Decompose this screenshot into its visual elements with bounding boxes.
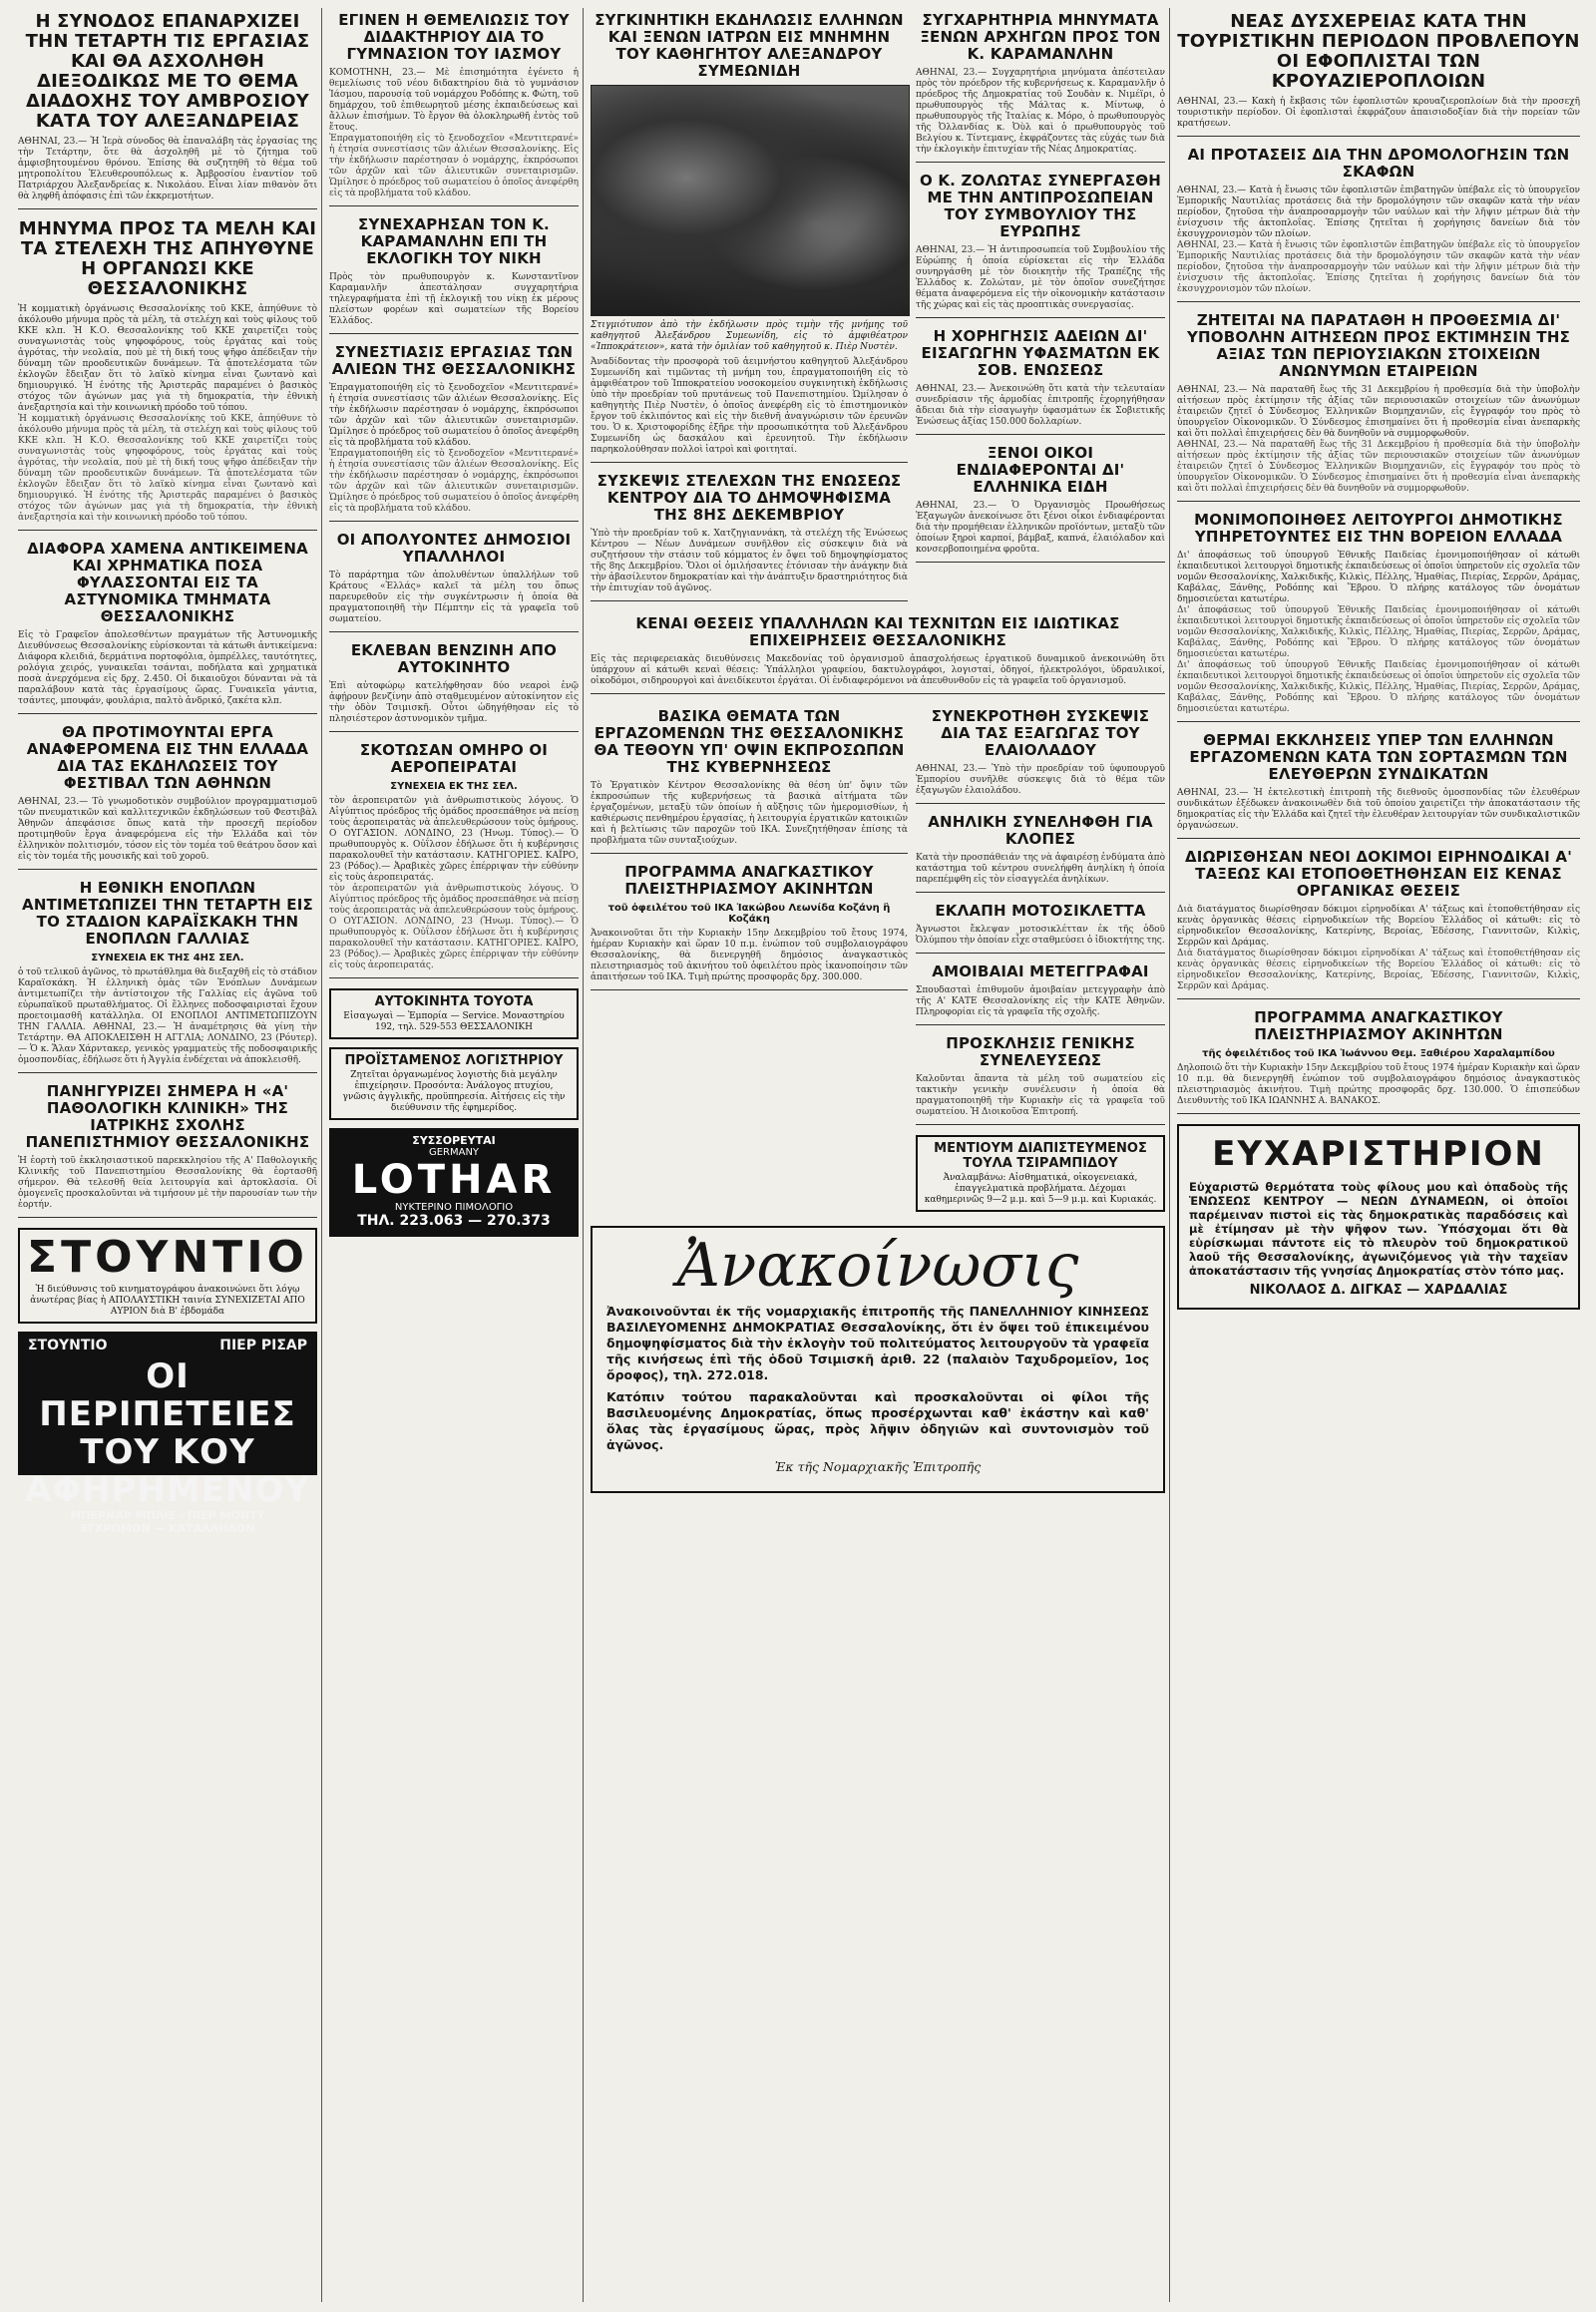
- photo-caption: Στιγμιότυπον ἀπὸ τὴν ἐκδήλωσιν πρὸς τιμὴν τῆς μνήμης τοῦ καθηγητοῦ Ἀλεξάνδρου Συμεωνίδη, εἰς τὸ ἀμφιθέατρον «Ἱπποκράτειον», κατὰ τὴν ὁμιλίαν τοῦ καθηγητοῦ κ. Πιὲρ Νυστὲν.: [591, 320, 908, 352]
- article-body: Ἀγνωστοι ἔκλεψαν μοτοσικλέτταν ἐκ τῆς ὁδοῦ Ὀλύμπου τὴν ὁποίαν εἶχε σταθμεύσει ὁ ἰδιοκτήτης της.: [916, 925, 1165, 946]
- announcement-signature: Ἐκ τῆς Νομαρχιακῆς Ἐπιτροπῆς: [774, 1459, 982, 1474]
- ad-stoudio: [18, 1228, 317, 1324]
- article-clinic: [18, 1083, 317, 1218]
- article-body: ΑΘΗΝΑΙ, 23.— Ἡ Ἱερὰ σύνοδος θὰ ἐπαναλάβη τὰς ἐργασίας της τὴν Τετάρτην, ὅτε θὰ ἀσχοληθῆ μὲ τὸ ζήτημα τοῦ ἀμφισβητουμένου θρόνου. Ἐπίσης θὰ συζητηθῆ τὸ θέμα τοῦ μητροπολίτου Ἐλευθερουπόλεως κ. Ἀμβροσίου ἐναντίον τοῦ Πατριάρχου Ἀλεξανδρείας κ. Νικολάου. Εἶναι λίαν πιθανὸν ὅτι θὰ ληφθῆ ἀπόφασις ἐπὶ τῶν ἐκκρεμοτήτων.: [18, 137, 317, 201]
- article-vacancies: [591, 615, 1165, 694]
- article-body: ΑΘΗΝΑΙ, 23.— Νὰ παραταθῆ ἕως τῆς 31 Δεκεμβρίου ἡ προθεσμία διὰ τὴν ὑποβολὴν αἰτήσεων πρὸς ἐκτίμησιν τῆς ἀξίας τῶν περιουσιακῶν στοιχείων τῶν ἀνωνύμων ἑταιρειῶν ζητεῖ ὁ Σύνδεσμος Ἑλληνικῶν Βιομηχανιῶν, εἰς ἔγγραφόν του πρὸς τὸ ὑπουργεῖον Οἰκονομικῶν. Ὁ Σύνδεσμος ἐπισημαίνει ὅτι ἡ προθεσμία εἶναι ἀνεπαρκὴς καὶ ὅτι πολλαὶ ἐπιχειρήσεις δὲν θὰ δυνηθοῦν νὰ συμμορφωθοῦν.: [1177, 385, 1580, 439]
- headline: ΣΥΣΚΕΨΙΣ ΣΤΕΛΕΧΩΝ ΤΗΣ ΕΝΩΣΕΩΣ ΚΕΝΤΡΟΥ ΔΙΑ ΤΟ ΔΗΜΟΨΗΦΙΣΜΑ ΤΗΣ 8ΗΣ ΔΕΚΕΜΒΡΙΟΥ: [597, 472, 902, 524]
- article-body-cont: Ἐπραγματοποιήθη εἰς τὸ ξενοδοχεῖον «Μεντιτερανέ» ἡ ἐτησία συνεστίασις τῶν ἁλιέων Θεσσαλονίκης. Εἰς τὴν ἐκδήλωσιν παρέστησαν ὁ νομάρχης, ἐκπρόσωποι τῶν ἀρχῶν καὶ τῶν ἁλιευτικῶν συνεταιρισμῶν. Ὡμίλησε ὁ πρόεδρος τοῦ σωματείου ὁ ὁποῖος ἀνεφέρθη εἰς τὰ προβλήματα τοῦ κλάδου.: [329, 134, 579, 198]
- headline: ΠΡΟΓΡΑΜΜΑ ΑΝΑΓΚΑΣΤΙΚΟΥ ΠΛΕΙΣΤΗΡΙΑΣΜΟΥ ΑΚΙΝΗΤΩΝ: [1254, 1008, 1503, 1043]
- ad-line: ΣΥΣΣΟΡΕΥΤΑΙ: [412, 1134, 496, 1147]
- article-deadline: [1177, 312, 1580, 502]
- headline: ΕΚΛΑΠΗ ΜΟΤΟΣΙΚΛΕΤΤΑ: [935, 902, 1146, 920]
- article-cruise: [1177, 12, 1580, 137]
- article-workers: [591, 708, 908, 854]
- headline: ΝΕΑΣ ΔΥΣΧΕΡΕΙΑΣ ΚΑΤΑ ΤΗΝ ΤΟΥΡΙΣΤΙΚΗΝ ΠΕΡΙΟΔΟΝ ΠΡΟΒΛΕΠΟΥΝ ΟΙ ΕΦΟΠΛΙΣΤΑΙ ΤΩΝ ΚΡΟΥΑΖΙΕΡΟΠΛΟΙΩΝ: [1177, 11, 1580, 92]
- ad-title: ΑΥΤΟΚΙΝΗΤΑ ΤΟΥΟΤΑ: [374, 994, 534, 1009]
- article-body-cont: Δι' ἀποφάσεως τοῦ ὑπουργοῦ Ἐθνικῆς Παιδείας ἐμονιμοποιήθησαν οἱ κάτωθι ἐκπαιδευτικοὶ λειτουργοὶ δημοτικῆς ἐκπαιδεύσεως οἱ ὁποῖοι ὑπηρετοῦν εἰς σχολεῖα τῶν νομῶν Θεσσαλονίκης, Χαλκιδικῆς, Κιλκὶς, Πέλλης, Ἠμαθίας, Πιερίας, Σερρῶν, Δράμας, Καβάλας, Ξάνθης, Ροδόπης καὶ Ἕβρου. Ὁ πλήρης κατάλογος τῶν ὀνομάτων δημοσιεύεται κατωτέρω.: [1177, 605, 1580, 659]
- article-judges: [1177, 849, 1580, 999]
- ad-accountant: [329, 1047, 579, 1120]
- film-format: ΕΓΧΡΩΜΟΝ — ΚΑΤΑΛΛΗΛΟΝ: [80, 1522, 255, 1535]
- article-body: ΑΘΗΝΑΙ, 23.— Κακὴ ἡ ἔκβασις τῶν ἐφοπλιστῶν κρουαζιεροπλοίων διὰ τὴν προσεχῆ τουριστικὴν περίοδον. Οἱ ἐφοπλισταὶ ἐκφράζουν ἀπαισιοδοξίαν διὰ τὴν πορείαν τῶν κρατήσεων.: [1177, 97, 1580, 129]
- thanks-box: [1177, 1124, 1580, 1310]
- article-body: Πρὸς τὸν πρωθυπουργὸν κ. Κωνσταντῖνον Καραμανλῆν ἀπεστάλησαν συγχαρητήρια τηλεγραφήματα ἐπὶ τῇ ἐκλογικῇ του νίκῃ ἐκ μέρους πλείστων φορέων καὶ σωματείων τῆς Βορείου Ἑλλάδος.: [329, 272, 579, 326]
- headline: ΠΡΟΓΡΑΜΜΑ ΑΝΑΓΚΑΣΤΙΚΟΥ ΠΛΕΙΣΤΗΡΙΑΣΜΟΥ ΑΚΙΝΗΤΩΝ: [624, 863, 874, 898]
- article-auction-1: [591, 864, 908, 990]
- column-4: [916, 8, 1165, 611]
- subheadline: τοῦ ὀφειλέτου τοῦ ΙΚΑ Ἰακώβου Λεωνίδα Κοζάνη ἢ Κοζάκη: [607, 903, 891, 925]
- article-hijackers: [329, 742, 579, 978]
- article-congrats: [329, 216, 579, 334]
- headline: ΣΥΝΕΚΡΟΤΗΘΗ ΣΥΣΚΕΨΙΣ ΔΙΑ ΤΑΣ ΕΞΑΓΩΓΑΣ ΤΟΥ ΕΛΑΙΟΛΑΔΟΥ: [931, 707, 1150, 759]
- cinema-star: ΠΙΕΡ ΡΙΣΑΡ: [219, 1338, 307, 1353]
- article-foreign-houses: [916, 445, 1165, 563]
- cinema-name: ΣΤΟΥΝΤΙΟ: [28, 1338, 108, 1353]
- article-lost-items: [18, 541, 317, 714]
- film-cast: ΜΠΕΡΝΑΡ ΜΠΛΙΕ · ΠΙΕΡ ΜΟΝΤΥ: [70, 1509, 265, 1522]
- announcement-box: [591, 1226, 1165, 1493]
- headline: ΟΙ ΑΠΟΛΥΟΝΤΕΣ ΔΗΜΟΣΙΟΙ ΥΠΑΛΛΗΛΟΙ: [336, 531, 572, 566]
- article-petrol: [329, 642, 579, 732]
- continuation-note: ΣΥΝΕΧΕΙΑ ΕΚ ΤΗΣ 4ΗΣ ΣΕΛ.: [91, 953, 244, 963]
- article-body: ΑΘΗΝΑΙ, 23.— Ἡ ἀντιπροσωπεία τοῦ Συμβουλίου τῆς Εὐρώπης ἡ ὁποία εὑρίσκεται εἰς τὴν Ἑλλάδα συνηργάσθη μὲ τὸν διοικητὴν τῆς Τραπέζης τῆς Ἑλλάδος κ. Ζολώταν, μὲ τὸν ὁποῖον συνεζήτησε θέματα ἀναφερόμενα εἰς τὴν οἰκονομικὴν κατάστασιν τῆς χώρας καὶ εἰς τὰς προοπτικὰς συνεργασίας.: [916, 245, 1165, 310]
- ad-text: Ἀναλαμβάνω: Αἰσθηματικά, οἰκογενειακά, ἐπαγγελματικὰ προβλήματα. Δέχομαι καθημερινῶς 9—2 μ.μ. καὶ 5—9 μ.μ. καὶ Κυριακάς.: [924, 1173, 1157, 1205]
- news-photo: [591, 85, 910, 316]
- article-body: τὸν ἀεροπειρατῶν γιὰ ἀνθρωπιστικοὺς λόγους. Ὁ Αἰγύπτιος πρόεδρος τῆς ὁμάδος προσεπάθησε νὰ πείσῃ τοὺς ἀεροπειρατὰς νὰ ἀπελευθερώσουν τοὺς ὁμήρους. Ο ΟΥΓΑΣΙΟΝ. ΛΟΝΔΙΝΟ, 23 (Ἡνωμ. Τύπος).— Ὁ πρωθυπουργὸς κ. Οὐΐλσον ἐδήλωσε ὅτι ἡ κυβέρνησις παρακολουθεῖ τὴν κατάστασιν. ΚΑΤΗΓΟΡΙΕΣ. ΚΑΪΡΟ, 23 (Ρόδος).— Ἀραβικὲς χῶρες ἐπέρριψαν τὴν εὐθύνην εἰς τοὺς ἀεροπειρατάς.: [329, 796, 579, 883]
- announcement-paragraph: Ἀνακοινοῦνται ἐκ τῆς νομαρχιακῆς ἐπιτροπῆς τῆς ΠΑΝΕΛΛΗΝΙΟΥ ΚΙΝΗΣΕΩΣ ΒΑΣΙΛΕΥΟΜΕΝΗΣ ΔΗΜΟΚΡΑΤΙΑΣ Θεσσαλονίκης, ὅτι ἐν ὄψει τοῦ ἐπικειμένου δημοψηφίσματος διὰ τὴν ἐκλογὴν τοῦ πολιτεύματος λειτουργοῦν τὰ γραφεῖα τῆς κινήσεως ἐπὶ τῆς ὁδοῦ Τσιμισκῆ ἀριθ. 22 (παλαιὸν Ταχυδρομεῖον, 1ος ὄροφος), τηλ. 272.018.: [606, 1304, 1149, 1382]
- article-body: ὁ τοῦ τελικοῦ ἀγῶνος, τὸ πρωτάθλημα θὰ διεξαχθῆ εἰς τὸ στάδιον Καραϊσκάκη. Ἡ ἑλληνικὴ ὁμὰς τῶν Ἐνόπλων Δυνάμεων ἀντιμετωπίζει τὴν ἀντίστοιχον τῆς Γαλλίας εἰς ἀγῶνα τοῦ εὐρωπαϊκοῦ πρωταθλήματος. Οἱ ἕλληνες ποδοσφαιρισταὶ ἔχουν προετοιμασθῆ κατάλληλα. ΟΙ ΕΝΟΠΛΟΙ ΑΝΤΙΜΕΤΩΠΙΖΟΥΝ ΤΗΝ ΓΑΛΛΙΑ. ΑΘΗΝΑΙ, 23.— Ἡ ἀναμέτρησις θὰ γίνη τὴν Τετάρτην. ΘΑ ΑΠΟΚΛΕΙΣΘΗ Η ΑΓΓΛΙΑ; ΛΟΝΔΙΝΟ, 23 (Ρόυτερ).— Ὁ κ. Ἄλαν Χάρντακερ, γενικὸς γραμματεὺς τῆς ποδοσφαιρικῆς ὁμοσπονδίας, ἐδήλωσε ὅτι ἡ Ἀγγλία ἐνδέχεται νὰ ἀποκλεισθῆ.: [18, 967, 317, 1065]
- newspaper-page: [18, 8, 1580, 2302]
- headline: ΞΕΝΟΙ ΟΙΚΟΙ ΕΝΔΙΑΦΕΡΟΝΤΑΙ ΔΙ' ΕΛΛΗΝΙΚΑ ΕΙΔΗ: [956, 444, 1125, 496]
- ad-line: ΝΥΚΤΕΡΙΝΟ ΠΙΜΟΛΟΓΙΟ: [394, 1202, 514, 1213]
- headline: ΘΑ ΠΡΟΤΙΜΟΥΝΤΑΙ ΕΡΓΑ ΑΝΑΦΕΡΟΜΕΝΑ ΕΙΣ ΤΗΝ ΕΛΛΑΔΑ ΔΙΑ ΤΑΣ ΕΚΔΗΛΩΣΕΙΣ ΤΟΥ ΦΕΣΤΙΒΑΛ ΤΩΝ ΑΘΗΝΩΝ: [26, 723, 309, 792]
- article-fabric-imports: [916, 328, 1165, 435]
- article-body: Ἀνακοινοῦται ὅτι τὴν Κυριακὴν 15ην Δεκεμβρίου τοῦ ἔτους 1974, ἡμέραν Κυριακὴν καὶ ὥραν 10 π.μ. ἐνώπιον τοῦ συμβολαιογράφου Θεσσαλονίκης, θὰ διενεργηθῆ δημόσιος ἀναγκαστικὸς πλειστηριασμὸς τοῦ ἀκινήτου τοῦ ὀφειλέτου πρὸς ἱκανοποίησιν τῶν ἀπαιτήσεων τοῦ ΙΚΑ. Τιμὴ πρώτης προσφορᾶς δρχ. 300.000.: [591, 929, 908, 982]
- article-simeonidis: [591, 12, 908, 463]
- article-body: ΑΘΗΝΑΙ, 23.— Κατὰ ἡ ἔνωσις τῶν ἐφοπλιστῶν ἐπιβατηγῶν ὑπέβαλε εἰς τὸ ὑπουργεῖον Ἐμπορικῆς Ναυτιλίας προτάσεις διὰ τὴν δρομολόγησιν τῶν σκαφῶν κατὰ τὴν νέαν περίοδον, ζητοῦσα τὴν ἀναπροσαρμογὴν τῶν ναύλων καὶ τὴν λῆψιν μέτρων διὰ τὴν ἐνίσχυσιν τῆς ἀκτοπλοΐας. Ἐπίσης ζητεῖται ἡ χορήγησις δανείων διὰ τὸν ἐκσυγχρονισμὸν τῶν πλοίων.: [1177, 186, 1580, 239]
- article-body: ΚΟΜΟΤΗΝΗ, 23.— Μὲ ἐπισημότητα ἐγένετο ἡ θεμελίωσις τοῦ νέου διδακτηρίου διὰ τὸ γυμνάσιον Ἰάσμου, παρουσίᾳ τοῦ νομάρχου Ροδόπης κ. Φώτη, τοῦ δημάρχου, τοῦ ἐπιθεωρητοῦ μέσης ἐκπαιδεύσεως καὶ ἄλλων ἐπισήμων. Τὸ ἔργον θὰ ὁλοκληρωθῆ ἐντὸς τοῦ ἔτους.: [329, 68, 579, 133]
- ad-title: ΣΤΟΥΝΤΙΟ: [27, 1232, 308, 1283]
- article-body: Δι' ἀποφάσεως τοῦ ὑπουργοῦ Ἐθνικῆς Παιδείας ἐμονιμοποιήθησαν οἱ κάτωθι ἐκπαιδευτικοὶ λειτουργοὶ δημοτικῆς ἐκπαιδεύσεως οἱ ὁποῖοι ὑπηρετοῦν εἰς σχολεῖα τῶν νομῶν Θεσσαλονίκης, Χαλκιδικῆς, Κιλκὶς, Πέλλης, Ἠμαθίας, Πιερίας, Σερρῶν, Δράμας, Καβάλας, Ξάνθης, Ροδόπης καὶ Ἕβρου. Ὁ πλήρης κατάλογος τῶν ὀνομάτων δημοσιεύεται κατωτέρω.: [1177, 551, 1580, 604]
- article-body: Ἐπραγματοποιήθη εἰς τὸ ξενοδοχεῖον «Μεντιτερανέ» ἡ ἐτησία συνεστίασις τῶν ἁλιέων Θεσσαλονίκης. Εἰς τὴν ἐκδήλωσιν παρέστησαν ὁ νομάρχης, ἐκπρόσωποι τῶν ἀρχῶν καὶ τῶν ἁλιευτικῶν συνεταιρισμῶν. Ὡμίλησε ὁ πρόεδρος τοῦ σωματείου ὁ ὁποῖος ἀνεφέρθη εἰς τὰ προβλήματα τοῦ κλάδου.: [329, 383, 579, 448]
- headline: ΒΑΣΙΚΑ ΘΕΜΑΤΑ ΤΩΝ ΕΡΓΑΖΟΜΕΝΩΝ ΤΗΣ ΘΕΣΣΑΛΟΝΙΚΗΣ ΘΑ ΤΕΘΟΥΝ ΥΠ' ΟΨΙΝ ΕΚΠΡΟΣΩΠΩΝ ΤΗΣ ΚΥΒΕΡΝΗΣΕΩΣ: [594, 707, 905, 776]
- article-body: Τὸ Ἐργατικὸν Κέντρον Θεσσαλονίκης θὰ θέση ὑπ' ὄψιν τῶν ἐκπροσώπων τῆς κυβερνήσεως τὰ βασικὰ αἰτήματα τῶν ἐργαζομένων, μεταξὺ τῶν ὁποίων ἡ αὔξησις τῶν ἡμερομισθίων, ἡ καθιέρωσις πενθημέρου ἐργασίας, ἡ λειτουργία ἐργατικῶν κατοικιῶν καὶ ἡ βελτίωσις τῶν παροχῶν τοῦ ΙΚΑ. Συνεζητήθησαν ἐπίσης τὰ προβλήματα τῶν συνταξιούχων.: [591, 781, 908, 846]
- ad-medium: [916, 1135, 1165, 1212]
- article-body: Ἀναδίδοντας τὴν προσφορὰ τοῦ ἀειμνήστου καθηγητοῦ Ἀλεξάνδρου Συμεωνίδη καὶ τιμῶντας τὴ μνήμη του, ἐπραγματοποιήθη εἰς τὸ ἀμφιθέατρον τοῦ Ἱπποκρατείου νοσοκομείου συγκινητικὴ ἐκδήλωσις ὑπὸ τὴν προεδρίαν τοῦ πρυτάνεως τοῦ Πανεπιστημίου. Ὡμίλησαν ὁ καθηγητὴς Πιὲρ Νυστὲν, ὁ ὁποῖος ἀνεφέρθη εἰς τὸ ἐπιστημονικὸν ἔργον τοῦ ἐκλιπόντος καὶ εἰς τὴν διεθνῆ ἀναγνώρισιν τῶν ἐρευνῶν του. Ὁ κ. Χριστοφορίδης ἐξῆρε τὴν προσωπικότητα τοῦ Ἀλεξάνδρου Συμεωνίδη ὡς δασκάλου καὶ ἐρευνητοῦ. Τὴν ἐκδήλωσιν παρηκολούθησαν πολλοὶ ἰατροὶ καὶ φοιτηταί.: [591, 357, 908, 455]
- center-columns: [591, 8, 1165, 2302]
- ad-line: GERMANY: [428, 1147, 480, 1158]
- article-body: ΑΘΗΝΑΙ, 23.— Ἡ ἐκτελεστικὴ ἐπιτροπὴ τῆς διεθνοῦς ὁμοσπονδίας τῶν ἐλευθέρων συνδικάτων ἐξέδωκεν ἀνακοινωθὲν διὰ τοῦ ὁποίου χαιρετίζει τὴν ἀποκατάστασιν τῆς δημοκρατίας εἰς τὴν Ἑλλάδα καὶ ζητεῖ τὴν ἐλευθέραν λειτουργίαν τῶν συνδικαλιστικῶν ὀργανώσεων.: [1177, 788, 1580, 831]
- article-national-team: [18, 880, 317, 1073]
- ad-text: Εἰσαγωγαὶ — Ἐμπορία — Service. Μοναστηρίου 192, τηλ. 529-553 ΘΕΣΣΑΛΟΝΙΚΗ: [343, 1011, 565, 1032]
- ad-phone: ΤΗΛ. 223.063 — 270.373: [357, 1213, 551, 1229]
- headline: ΑΙ ΠΡΟΤΑΣΕΙΣ ΔΙΑ ΤΗΝ ΔΡΟΜΟΛΟΓΗΣΙΝ ΤΩΝ ΣΚΑΦΩΝ: [1187, 146, 1570, 181]
- column-5: [1177, 8, 1580, 2302]
- article-body-cont: ΑΘΗΝΑΙ, 23.— Νὰ παραταθῆ ἕως τῆς 31 Δεκεμβρίου ἡ προθεσμία διὰ τὴν ὑποβολὴν αἰτήσεων πρὸς ἐκτίμησιν τῆς ἀξίας τῶν περιουσιακῶν στοιχείων τῶν ἀνωνύμων ἑταιρειῶν ζητεῖ ὁ Σύνδεσμος Ἑλληνικῶν Βιομηχανιῶν, εἰς ἔγγραφόν του πρὸς τὸ ὑπουργεῖον Οἰκονομικῶν. Ὁ Σύνδεσμος ἐπισημαίνει ὅτι ἡ προθεσμία εἶναι ἀνεπαρκὴς καὶ ὅτι πολλαὶ ἐπιχειρήσεις δὲν θὰ δυνηθοῦν νὰ συμμορφωθοῦν.: [1177, 440, 1580, 494]
- article-body: Ὑπὸ τὴν προεδρίαν τοῦ κ. Χατζηγιαννάκη, τὰ στελέχη τῆς Ἑνώσεως Κέντρου — Νέων Δυνάμεων συνῆλθον εἰς σύσκεψιν διὰ νὰ συζητήσουν τὴν στάσιν τοῦ κόμματος ἐν ὄψει τοῦ δημοψηφίσματος τῆς 8ης Δεκεμβρίου. Ὅλοι οἱ ὁμιλήσαντες ἐτόνισαν τὴν ἀνάγκην διὰ τὴν ἀβασίλευτον δημοκρατίαν καὶ τὴν ἀνάπτυξιν δραστηριότητος διὰ τὴν ἐπιτυχίαν τοῦ ἀγῶνος.: [591, 529, 908, 593]
- headline: ΚΕΝΑΙ ΘΕΣΕΙΣ ΥΠΑΛΛΗΛΩΝ ΚΑΙ ΤΕΧΝΙΤΩΝ ΕΙΣ ΙΔΙΩΤΙΚΑΣ ΕΠΙΧΕΙΡΗΣΕΙΣ ΘΕΣΣΑΛΟΝΙΚΗΣ: [635, 614, 1120, 649]
- article-body-cont: τὸν ἀεροπειρατῶν γιὰ ἀνθρωπιστικοὺς λόγους. Ὁ Αἰγύπτιος πρόεδρος τῆς ὁμάδος προσεπάθησε νὰ πείσῃ τοὺς ἀεροπειρατὰς νὰ ἀπελευθερώσουν τοὺς ὁμήρους. Ο ΟΥΓΑΣΙΟΝ. ΛΟΝΔΙΝΟ, 23 (Ἡνωμ. Τύπος).— Ὁ πρωθυπουργὸς κ. Οὐΐλσον ἐδήλωσε ὅτι ἡ κυβέρνησις παρακολουθεῖ τὴν κατάστασιν. ΚΑΤΗΓΟΡΙΕΣ. ΚΑΪΡΟ, 23 (Ρόδος).— Ἀραβικὲς χῶρες ἐπέρριψαν τὴν εὐθύνην εἰς τοὺς ἀεροπειρατάς.: [329, 884, 579, 970]
- headline: ΣΥΝΕΣΤΙΑΣΙΣ ΕΡΓΑΣΙΑΣ ΤΩΝ ΑΛΙΕΩΝ ΤΗΣ ΘΕΣΣΑΛΟΝΙΚΗΣ: [331, 343, 577, 378]
- article-body-cont: Ἡ κομματικὴ ὀργάνωσις Θεσσαλονίκης τοῦ ΚΚΕ, ἀπηύθυνε τὸ ἀκόλουθο μήνυμα πρὸς τὰ μέλη, τὰ στελέχη καὶ τοὺς φίλους τοῦ ΚΚΕ κλπ. Ἡ Κ.Ο. Θεσσαλονίκης τοῦ ΚΚΕ χαιρετίζει τοὺς συναγωνιστὰς τοὺς ψηφοφόρους, τοὺς ἐργάτας καὶ τοὺς ἀγρότας, τὴν νεολαία, ποὺ μὲ τὴ δική τους ψῆφο ἀπέδειξαν τὴν δύναμη τῶν προοδευτικῶν δυνάμεων. Τὰ ἀποτελέσματα τῶν ἐκλογῶν ἔδειξαν ὅτι τὸ λαϊκὸ κίνημα εἶναι ζωντανὸ καὶ δημιουργικό. Ἡ ἑνότης τῆς Ἀριστερᾶς παραμένει ὁ βασικὸς στόχος τῶν ἀγώνων μας γιὰ τὴ δημοκρατία, τὴν ἐθνικὴ ἀνεξαρτησία καὶ τὴν κοινωνικὴ πρόοδο τοῦ τόπου.: [18, 414, 317, 523]
- article-body: ΑΘΗΝΑΙ, 23.— Τὸ γνωμοδοτικὸν συμβούλιον προγραμματισμοῦ τῶν πνευματικῶν καὶ καλλιτεχνικῶν ἐκδηλώσεων τοῦ Φεστιβὰλ Ἀθηνῶν ἀπεφάσισε ὅπως κατὰ τὴν προσεχῆ περίοδον προτιμηθοῦν ἔργα ἀναφερόμενα εἰς τὴν Ἑλλάδα καὶ τὸν ἑλληνικὸν πολιτισμόν, τόσον εἰς τὸν τομέα τοῦ θεάτρου ὅσον καὶ εἰς τὸν τομέα τῆς μουσικῆς καὶ τοῦ χοροῦ.: [18, 797, 317, 862]
- thanks-body: Εὐχαριστῶ θερμότατα τοὺς φίλους μου καὶ ὀπαδοὺς τῆς ἙΝΩΣΕΩΣ ΚΕΝΤΡΟΥ — ΝΕΩΝ ΔΥΝΑΜΕΩΝ, οἱ ὁποῖοι παρέμειναν πιστοὶ εἰς τὰς δημοκρατικὰς παραδόσεις καὶ μὲ ἐτίμησαν μὲ τὴν ψῆφον των. Ὑπόσχομαι ὅτι θὰ εὑρίσκωμαι πάντοτε εἰς τὸ πλευρὸν τοῦ δημοκρατικοῦ λαοῦ τῆς Θεσσαλονίκης, ἀγωνιζόμενος γιὰ τὴν ταχεῖαν ἀποκατάστασιν τῆς γνησίας Δημοκρατίας στὸν τόπο μας.: [1189, 1180, 1568, 1278]
- article-transfers: [916, 963, 1165, 1025]
- ad-toyota: [329, 988, 579, 1039]
- column-4-lower: [916, 704, 1165, 1220]
- article-body: ΑΘΗΝΑΙ, 23.— Συγχαρητήρια μηνύματα ἀπέστειλαν πρὸς τὸν πρόεδρον τῆς κυβερνήσεως κ. Καραμανλῆν ὁ πρόεδρος τῆς Δημοκρατίας τοῦ Σουδὰν κ. Νιμέϊρι, ὁ πρωθυπουργὸς τῆς Μάλτας κ. Μίντωφ, ὁ πρωθυπουργὸς τῆς Ἰταλίας κ. Μόρο, ὁ πρωθυπουργὸς τῆς Ὀλλανδίας κ. Ὀὺλ καὶ ὁ πρωθυπουργὸς τοῦ Βελγίου κ. Τίντεμανς, ἐκφράζοντες τὰς εὐχάς των διὰ τὴν ἐκλογικὴν ἐπιτυχίαν τῆς Νέας Δημοκρατίας.: [916, 68, 1165, 155]
- article-body: ΑΘΗΝΑΙ, 23.— Ἀνεκοινώθη ὅτι κατὰ τὴν τελευταίαν συνεδρίασιν τῆς ἁρμοδίας ἐπιτροπῆς ἐχορηγήθησαν ἄδειαι διὰ τὴν εἰσαγωγὴν ὑφασμάτων ἐκ Σοβιετικῆς Ἑνώσεως ἀξίας 150.000 δολλαρίων.: [916, 384, 1165, 427]
- article-body-cont: Ἐπραγματοποιήθη εἰς τὸ ξενοδοχεῖον «Μεντιτερανέ» ἡ ἐτησία συνεστίασις τῶν ἁλιέων Θεσσαλονίκης. Εἰς τὴν ἐκδήλωσιν παρέστησαν ὁ νομάρχης, ἐκπρόσωποι τῶν ἀρχῶν καὶ τῶν ἁλιευτικῶν συνεταιρισμῶν. Ὡμίλησε ὁ πρόεδρος τοῦ σωματείου ὁ ὁποῖος ἀνεφέρθη εἰς τὰ προβλήματα τοῦ κλάδου.: [329, 449, 579, 514]
- article-body: ΑΘΗΝΑΙ, 23.— Ὁ Ὀργανισμὸς Προωθήσεως Ἐξαγωγῶν ἀνεκοίνωσε ὅτι ξένοι οἶκοι ἐνδιαφέρονται διὰ τὴν προμήθειαν ἑλληνικῶν προϊόντων, μεταξὺ τῶν ὁποίων ξηροὶ καρποί, βάμβαξ, καπνά, ἐλαιόλαδον καὶ κονσερβοποιημένα φροῦτα.: [916, 501, 1165, 555]
- headline: ΑΜΟΙΒΑΙΑΙ ΜΕΤΕΓΓΡΑΦΑΙ: [932, 963, 1149, 980]
- headline: Ο Κ. ΖΟΛΩΤΑΣ ΣΥΝΕΡΓΑΣΘΗ ΜΕ ΤΗΝ ΑΝΤΙΠΡΟΣΩΠΕΙΑΝ ΤΟΥ ΣΥΜΒΟΥΛΙΟΥ ΤΗΣ ΕΥΡΩΠΗΣ: [919, 172, 1162, 240]
- article-olive-oil: [916, 708, 1165, 804]
- headline: ΕΓΙΝΕΝ Η ΘΕΜΕΛΙΩΣΙΣ ΤΟΥ ΔΙΔΑΚΤΗΡΙΟΥ ΔΙΑ ΤΟ ΓΥΜΝΑΣΙΟΝ ΤΟΥ ΙΑΣΜΟΥ: [338, 11, 570, 63]
- article-body: Ἐπὶ αὐτοφώρῳ κατελήφθησαν δύο νεαροὶ ἐνῷ ἀφῄρουν βενζίνην ἀπὸ σταθμευμένον αὐτοκίνητον εἰς τὴν ὁδὸν Τσιμισκῆ. Οὗτοι ὡδηγήθησαν εἰς τὸ πλησιέστερον ἀστυνομικὸν τμῆμα.: [329, 681, 579, 724]
- article-unions: [1177, 732, 1580, 839]
- article-fishermen: [329, 344, 579, 522]
- headline: ΠΡΟΣΚΛΗΣΙΣ ΓΕΝΙΚΗΣ ΣΥΝΕΛΕΥΣΕΩΣ: [946, 1034, 1135, 1069]
- article-assembly: [916, 1035, 1165, 1125]
- article-body: Κατὰ τὴν προσπάθειάν της νὰ ἀφαιρέσῃ ἐνδύματα ἀπὸ κατάστημα τοῦ κέντρου συνελήφθη ἀνηλίκη ἡ ὁποία παρεπέμφθη εἰς τὸν εἰσαγγελέα ἀνηλίκων.: [916, 853, 1165, 885]
- announcement-paragraph: Κατόπιν τούτου παρακαλοῦνται καὶ προσκαλοῦνται οἱ φίλοι τῆς Βασιλευομένης Δημοκρατίας, ὅπως προσέρχωνται καθ' ἑκάστην καὶ καθ' ὅλας τὰς ἐργασίμους ὥρας, πρὸς λῆψιν ὁδηγιῶν καὶ συντονισμὸν τοῦ ἀγῶνος.: [606, 1389, 1149, 1452]
- headline: ΣΥΓΧΑΡΗΤΗΡΙΑ ΜΗΝΥΜΑΤΑ ΞΕΝΩΝ ΑΡΧΗΓΩΝ ΠΡΟΣ ΤΟΝ Κ. ΚΑΡΑΜΑΝΛΗΝ: [920, 11, 1161, 63]
- headline: Η ΣΥΝΟΔΟΣ ΕΠΑΝΑΡΧΙΖΕΙ ΤΗΝ ΤΕΤΑΡΤΗ ΤΙΣ ΕΡΓΑΣΙΑΣ ΚΑΙ ΘΑ ΑΣΧΟΛΗΘΗ ΔΙΕΞΟΔΙΚΩΣ ΜΕ ΤΟ ΘΕΜΑ ΔΙΑΔΟΧΗΣ ΤΟΥ ΑΜΒΡΟΣΙΟΥ ΚΑΤΑ ΤΟΥ ΑΛΕΞΑΝΔΡΕΙΑΣ: [25, 11, 310, 132]
- continuation-note: ΣΥΝΕΧΕΙΑ ΕΚ ΤΗΣ ΣΕΛ.: [390, 781, 518, 792]
- article-body: Διὰ διατάγματος διωρίσθησαν δόκιμοι εἰρηνοδίκαι Α' τάξεως καὶ ἐτοποθετήθησαν εἰς κενὰς ὀργανικὰς θέσεις εἰρηνοδικείων τῆς Βορείου Ἑλλάδος οἱ κάτωθι: εἰς τὸ εἰρηνοδικεῖον Θεσσαλονίκης, Κατερίνης, Βεροίας, Ἐδέσσης, Γιαννιτσῶν, Κιλκὶς, Σερρῶν καὶ Δράμας.: [1177, 905, 1580, 948]
- article-body: Εἰς τὰς περιφερειακὰς διευθύνσεις Μακεδονίας τοῦ ὀργανισμοῦ ἀπασχολήσεως ἐργατικοῦ δυναμικοῦ ἀνεκοινώθη ὅτι ὑπάρχουν αἱ κάτωθι κεναὶ θέσεις: Ὑπάλληλοι γραφείου, δακτυλογράφοι, λογισταί, ὀδηγοί, ἠλεκτρολόγοι, ὑδραυλικοί, οἰκοδόμοι, σιδηρουργοὶ καὶ ἀνειδίκευτοι ἐργάται. Οἱ ἐνδιαφερόμενοι νὰ ἀπευθυνθοῦν εἰς τὰ γραφεῖα τοῦ ὀργανισμοῦ.: [591, 654, 1165, 686]
- headline: ΔΙΑΦΟΡΑ ΧΑΜΕΝΑ ΑΝΤΙΚΕΙΜΕΝΑ ΚΑΙ ΧΡΗΜΑΤΙΚΑ ΠΟΣΑ ΦΥΛΑΣΣΟΝΤΑΙ ΕΙΣ ΤΑ ΑΣΤΥΝΟΜΙΚΑ ΤΜΗΜΑΤΑ ΘΕΣΣΑΛΟΝΙΚΗΣ: [27, 540, 308, 625]
- article-body-cont: Δι' ἀποφάσεως τοῦ ὑπουργοῦ Ἐθνικῆς Παιδείας ἐμονιμοποιήθησαν οἱ κάτωθι ἐκπαιδευτικοὶ λειτουργοὶ δημοτικῆς ἐκπαιδεύσεως οἱ ὁποῖοι ὑπηρετοῦν εἰς σχολεῖα τῶν νομῶν Θεσσαλονίκης, Χαλκιδικῆς, Κιλκὶς, Πέλλης, Ἠμαθίας, Πιερίας, Σερρῶν, Δράμας, Καβάλας, Ξάνθης, Ροδόπης καὶ Ἕβρου. Ὁ πλήρης κατάλογος τῶν ὀνομάτων δημοσιεύεται κατωτέρω.: [1177, 660, 1580, 714]
- headline: ΣΥΓΚΙΝΗΤΙΚΗ ΕΚΔΗΛΩΣΙΣ ΕΛΛΗΝΩΝ ΚΑΙ ΞΕΝΩΝ ΙΑΤΡΩΝ ΕΙΣ ΜΝΗΜΗΝ ΤΟΥ ΚΑΘΗΓΗΤΟΥ ΑΛΕΞΑΝΔΡΟΥ ΣΥΜΕΩΝΙΔΗ: [595, 11, 904, 80]
- headline: ΔΙΩΡΙΣΘΗΣΑΝ ΝΕΟΙ ΔΟΚΙΜΟΙ ΕΙΡΗΝΟΔΙΚΑΙ Α' ΤΑΞΕΩΣ ΚΑΙ ΕΤΟΠΟΘΕΤΗΘΗΣΑΝ ΕΙΣ ΚΕΝΑΣ ΟΡΓΑΝΙΚΑΣ ΘΕΣΕΙΣ: [1184, 848, 1572, 900]
- headline: ΜΟΝΙΜΟΠΟΙΗΘΕΣ ΛΕΙΤΟΥΡΓΟΙ ΔΗΜΟΤΙΚΗΣ ΥΠΗΡΕΤΟΥΝΤΕΣ ΕΙΣ ΤΗΝ ΒΟΡΕΙΟΝ ΕΛΛΑΔΑ: [1194, 511, 1563, 546]
- headline: ΘΕΡΜΑΙ ΕΚΚΛΗΣΕΙΣ ΥΠΕΡ ΤΩΝ ΕΛΛΗΝΩΝ ΕΡΓΑΖΟΜΕΝΩΝ ΚΑΤΑ ΤΩΝ ΣΟΡΤΑΣΜΩΝ ΤΩΝ ΕΛΕΥΘΕΡΩΝ ΣΥΝΔΙΚΑΤΩΝ: [1189, 731, 1568, 783]
- headline: Η ΧΟΡΗΓΗΣΙΣ ΑΔΕΙΩΝ ΔΙ' ΕΙΣΑΓΩΓΗΝ ΥΦΑΣΜΑΤΩΝ ΕΚ ΣΟΒ. ΕΝΩΣΕΩΣ: [921, 327, 1160, 379]
- article-foreign-leaders: [916, 12, 1165, 163]
- headline: ΜΗΝΥΜΑ ΠΡΟΣ ΤΑ ΜΕΛΗ ΚΑΙ ΤΑ ΣΤΕΛΕΧΗ ΤΗΣ ΑΠΗΥΘΥΝΕ Η ΟΡΓΑΝΩΣΙ ΚΚΕ ΘΕΣΣΑΛΟΝΙΚΗΣ: [18, 218, 317, 299]
- ad-lothar: [329, 1128, 579, 1237]
- article-school: [329, 12, 579, 206]
- article-motorcycle: [916, 903, 1165, 954]
- article-body: Τὸ παράρτημα τῶν ἀπολυθέντων ὑπαλλήλων τοῦ Κράτους «Ἑλλάς» καλεῖ τὰ μέλη του ὅπως παρευρεθοῦν εἰς τὴν συγκέντρωσιν ἡ ὁποία θὰ πραγματοποιηθῆ τὴν Πέμπτην εἰς τὰ γραφεῖα τοῦ σωματείου.: [329, 571, 579, 624]
- article-civil-servants: [329, 532, 579, 632]
- thanks-title: ΕΥΧΑΡΙΣΤΗΡΙΟΝ: [1212, 1134, 1545, 1174]
- headline: ΑΝΗΛΙΚΗ ΣΥΝΕΛΗΦΘΗ ΓΙΑ ΚΛΟΠΕΣ: [928, 813, 1153, 848]
- thanks-signature: ΝΙΚΟΛΑΟΣ Δ. ΔΙΓΚΑΣ — ΧΑΡΔΑΛΙΑΣ: [1249, 1283, 1508, 1298]
- article-festival: [18, 724, 317, 870]
- headline: ΣΥΝΕΧΑΡΗΣΑΝ ΤΟΝ Κ. ΚΑΡΑΜΑΝΛΗΝ ΕΠΙ ΤΗ ΕΚΛΟΓΙΚΗ ΤΟΥ ΝΙΚΗ: [358, 215, 550, 267]
- article-body: Σπουδασταὶ ἐπιθυμοῦν ἀμοιβαίαν μετεγγραφὴν ἀπὸ τῆς Α' ΚΑΤΕ Θεσσαλονίκης εἰς τὴν ΚΑΤΕ Ἀθηνῶν. Πληροφορίαι εἰς τὰ γραφεῖα τῆς σχολῆς.: [916, 985, 1165, 1017]
- article-zolotas: [916, 173, 1165, 318]
- ad-cinema: [18, 1332, 317, 1535]
- ad-title: ΜΕΝΤΙΟΥΜ ΔΙΑΠΙΣΤΕΥΜΕΝΟΣ ΤΟΥΛΑ ΤΣΙΡΑΜΠΙΔΟΥ: [934, 1141, 1147, 1171]
- column-2: [329, 8, 579, 2302]
- article-body: Καλοῦνται ἅπαντα τὰ μέλη τοῦ σωματείου εἰς τακτικὴν γενικὴν συνέλευσιν ἡ ὁποία θὰ πραγματοποιηθῆ τὴν Κυριακὴν εἰς τὰ γραφεῖα τοῦ σωματείου. Ἡ Διοικοῦσα Ἐπιτροπή.: [916, 1074, 1165, 1117]
- article-minor-arrested: [916, 814, 1165, 893]
- headline: ΕΚΛΕΒΑΝ ΒΕΝΖΙΝΗ ΑΠΟ ΑΥΤΟΚΙΝΗΤΟ: [350, 641, 558, 676]
- announcement-title: Ἀνακοίνωσις: [676, 1231, 1079, 1301]
- headline: ΣΚΟΤΩΣΑΝ ΟΜΗΡΟ ΟΙ ΑΕΡΟΠΕΙΡΑΤΑΙ: [359, 741, 549, 776]
- film-title: ΟΙ ΠΕΡΙΠΕΤΕΙΕΣ ΤΟΥ ΚΟΥ ΑΦΗΡΗΜΕΝΟΥ: [24, 1356, 311, 1510]
- article-body: ΑΘΗΝΑΙ, 23.— Ὑπὸ τὴν προεδρίαν τοῦ ὑφυπουργοῦ Ἐμπορίου συνῆλθε σύσκεψις διὰ τὸ θέμα τῶν ἐξαγωγῶν ἐλαιολάδου.: [916, 764, 1165, 796]
- column-1: [18, 8, 317, 2302]
- article-centre-union: [591, 473, 908, 601]
- article-body-cont: ΑΘΗΝΑΙ, 23.— Κατὰ ἡ ἔνωσις τῶν ἐφοπλιστῶν ἐπιβατηγῶν ὑπέβαλε εἰς τὸ ὑπουργεῖον Ἐμπορικῆς Ναυτιλίας προτάσεις διὰ τὴν δρομολόγησιν τῶν σκαφῶν κατὰ τὴν νέαν περίοδον, ζητοῦσα τὴν ἀναπροσαρμογὴν τῶν ναύλων καὶ τὴν λῆψιν μέτρων διὰ τὴν ἐνίσχυσιν τῆς ἀκτοπλοΐας. Ἐπίσης ζητεῖται ἡ χορήγησις δανείων διὰ τὸν ἐκσυγχρονισμὸν τῶν πλοίων.: [1177, 240, 1580, 294]
- article-synod: [18, 12, 317, 209]
- article-body: Εἰς τὸ Γραφεῖον ἀπολεσθέντων πραγμάτων τῆς Ἀστυνομικῆς Διευθύνσεως Θεσσαλονίκης εὑρίσκονται τὰ κάτωθι ἀντικείμενα: Διάφορα κλειδιά, δερμάτινα πορτοφόλια, ὀμπρέλλες, ταυτότητες, ρολόγια χειρός, γυναικεῖαι τσάνται, ποδήλατα καὶ χρηματικὰ ποσὰ ἀνερχόμενα εἰς δρχ. 2.450. Οἱ δικαιοῦχοι δύνανται νὰ τὰ παραλάβουν κατὰ τὰς ἐργασίμους ὥρας. Γυναικεῖα γάντια, τσάντες, μπουφάν, φουλάρια, παλτὸ ἀνδρικό, ζακέτα κλπ.: [18, 630, 317, 706]
- headline: ΖΗΤΕΙΤΑΙ ΝΑ ΠΑΡΑΤΑΘΗ Η ΠΡΟΘΕΣΜΙΑ ΔΙ' ΥΠΟΒΟΛΗΝ ΑΙΤΗΣΕΩΝ ΠΡΟΣ ΕΚΤΙΜΗΣΙΝ ΤΗΣ ΑΞΙΑΣ ΤΩΝ ΠΕΡΙΟΥΣΙΑΚΩΝ ΣΤΟΙΧΕΙΩΝ ΑΝΩΝΥΜΩΝ ΕΤΑΙΡΕΙΩΝ: [1186, 311, 1571, 380]
- column-3: [591, 8, 908, 611]
- article-teachers: [1177, 512, 1580, 722]
- article-body-cont: Διὰ διατάγματος διωρίσθησαν δόκιμοι εἰρηνοδίκαι Α' τάξεως καὶ ἐτοποθετήθησαν εἰς κενὰς ὀργανικὰς θέσεις εἰρηνοδικείων τῆς Βορείου Ἑλλάδος οἱ κάτωθι: εἰς τὸ εἰρηνοδικεῖον Θεσσαλονίκης, Κατερίνης, Βεροίας, Ἐδέσσης, Γιαννιτσῶν, Κιλκὶς, Σερρῶν καὶ Δράμας.: [1177, 949, 1580, 991]
- headline: ΠΑΝΗΓΥΡΙΖΕΙ ΣΗΜΕΡΑ Η «Α' ΠΑΘΟΛΟΓΙΚΗ ΚΛΙΝΙΚΗ» ΤΗΣ ΙΑΤΡΙΚΗΣ ΣΧΟΛΗΣ ΠΑΝΕΠΙΣΤΗΜΙΟΥ ΘΕΣΣΑΛΟΝΙΚΗΣ: [25, 1082, 310, 1151]
- article-body: Ἡ κομματικὴ ὀργάνωσις Θεσσαλονίκης τοῦ ΚΚΕ, ἀπηύθυνε τὸ ἀκόλουθο μήνυμα πρὸς τὰ μέλη, τὰ στελέχη καὶ τοὺς φίλους τοῦ ΚΚΕ κλπ. Ἡ Κ.Ο. Θεσσαλονίκης τοῦ ΚΚΕ χαιρετίζει τοὺς συναγωνιστὰς τοὺς ψηφοφόρους, τοὺς ἐργάτας καὶ τοὺς ἀγρότας, τὴν νεολαία, ποὺ μὲ τὴ δική τους ψῆφο ἀπέδειξαν τὴν δύναμη τῶν προοδευτικῶν δυνάμεων. Τὰ ἀποτελέσματα τῶν ἐκλογῶν ἔδειξαν ὅτι τὸ λαϊκὸ κίνημα εἶναι ζωντανὸ καὶ δημιουργικό. Ἡ ἑνότης τῆς Ἀριστερᾶς παραμένει ὁ βασικὸς στόχος τῶν ἀγώνων μας γιὰ τὴ δημοκρατία, τὴν ἐθνικὴ ἀνεξαρτησία καὶ τὴν κοινωνικὴ πρόοδο τοῦ τόπου.: [18, 304, 317, 413]
- article-routes: [1177, 147, 1580, 302]
- subheadline: τῆς ὀφειλέτιδος τοῦ ΙΚΑ Ἰωάννου Θεμ. Ξαθιέρου Χαραλαμπίδου: [1202, 1048, 1555, 1059]
- ad-text: Ζητεῖται ὀργανωμένος λογιστὴς διὰ μεγάλην ἐπιχείρησιν. Προσόντα: Ἀνάλογος πτυχίου, γνῶσις ἀγγλικῆς, προϋπηρεσία. Αἰτήσεις εἰς τὴν διεύθυνσιν τῆς ἐφημερίδος.: [342, 1070, 566, 1113]
- ad-title: ΠΡΟΪΣΤΑΜΕΝΟΣ ΛΟΓΙΣΤΗΡΙΟΥ: [344, 1053, 564, 1068]
- article-body: Ἡ ἑορτὴ τοῦ ἐκκλησιαστικοῦ παρεκκλησίου τῆς Α' Παθολογικῆς Κλινικῆς τοῦ Πανεπιστημίου Θεσσαλονίκης θὰ ἑορτασθῆ σήμερον. Θὰ τελεσθῆ θεία λειτουργία καὶ ἀρτοκλασία. Οἱ ὁμογενεῖς προσκαλοῦνται νὰ τιμήσουν μὲ τὴν παρουσίαν των τὴν ἑορτήν.: [18, 1156, 317, 1210]
- column-3-lower: [591, 704, 908, 1220]
- article-auction-2: [1177, 1009, 1580, 1114]
- brand-name: LOTHAR: [351, 1157, 557, 1203]
- article-body: Δηλοποιῶ ὅτι τὴν Κυριακὴν 15ην Δεκεμβρίου τοῦ ἔτους 1974 ἡμέραν Κυριακὴν καὶ ὥραν 10 π.μ. θὰ διενεργηθῆ ἐνώπιον τοῦ συμβολαιογράφου δημόσιος ἀναγκαστικὸς πλειστηριασμὸς ἀκινήτου. Τιμὴ πρώτης προσφορᾶς δρχ. 130.000. Ὁ ἐπισπεύδων Διευθυντὴς τοῦ ΙΚΑ ΙΩΑΝΝΗΣ Α. ΒΑΝΑΚΟΣ.: [1177, 1063, 1580, 1106]
- headline: Η ΕΘΝΙΚΗ ΕΝΟΠΛΩΝ ΑΝΤΙΜΕΤΩΠΙΖΕΙ ΤΗΝ ΤΕΤΑΡΤΗ ΕΙΣ ΤΟ ΣΤΑΔΙΟΝ ΚΑΡΑΪΣΚΑΚΗ ΤΗΝ ΕΝΟΠΛΩΝ ΓΑΛΛΙΑΣ: [22, 879, 313, 948]
- ad-text: Ἡ διεύθυνσις τοῦ κινηματογράφου ἀνακοινώνει ὅτι λόγῳ ἀνωτέρας βίας ἡ ΑΠΟΛΑΥΣΤΙΚΗ ταινία ΣΥΝΕΧΙΖΕΤΑΙ ΑΠΟ ΑΥΡΙΟΝ διὰ Β' ἑβδομάδα: [30, 1285, 305, 1317]
- article-kke-message: [18, 219, 317, 531]
